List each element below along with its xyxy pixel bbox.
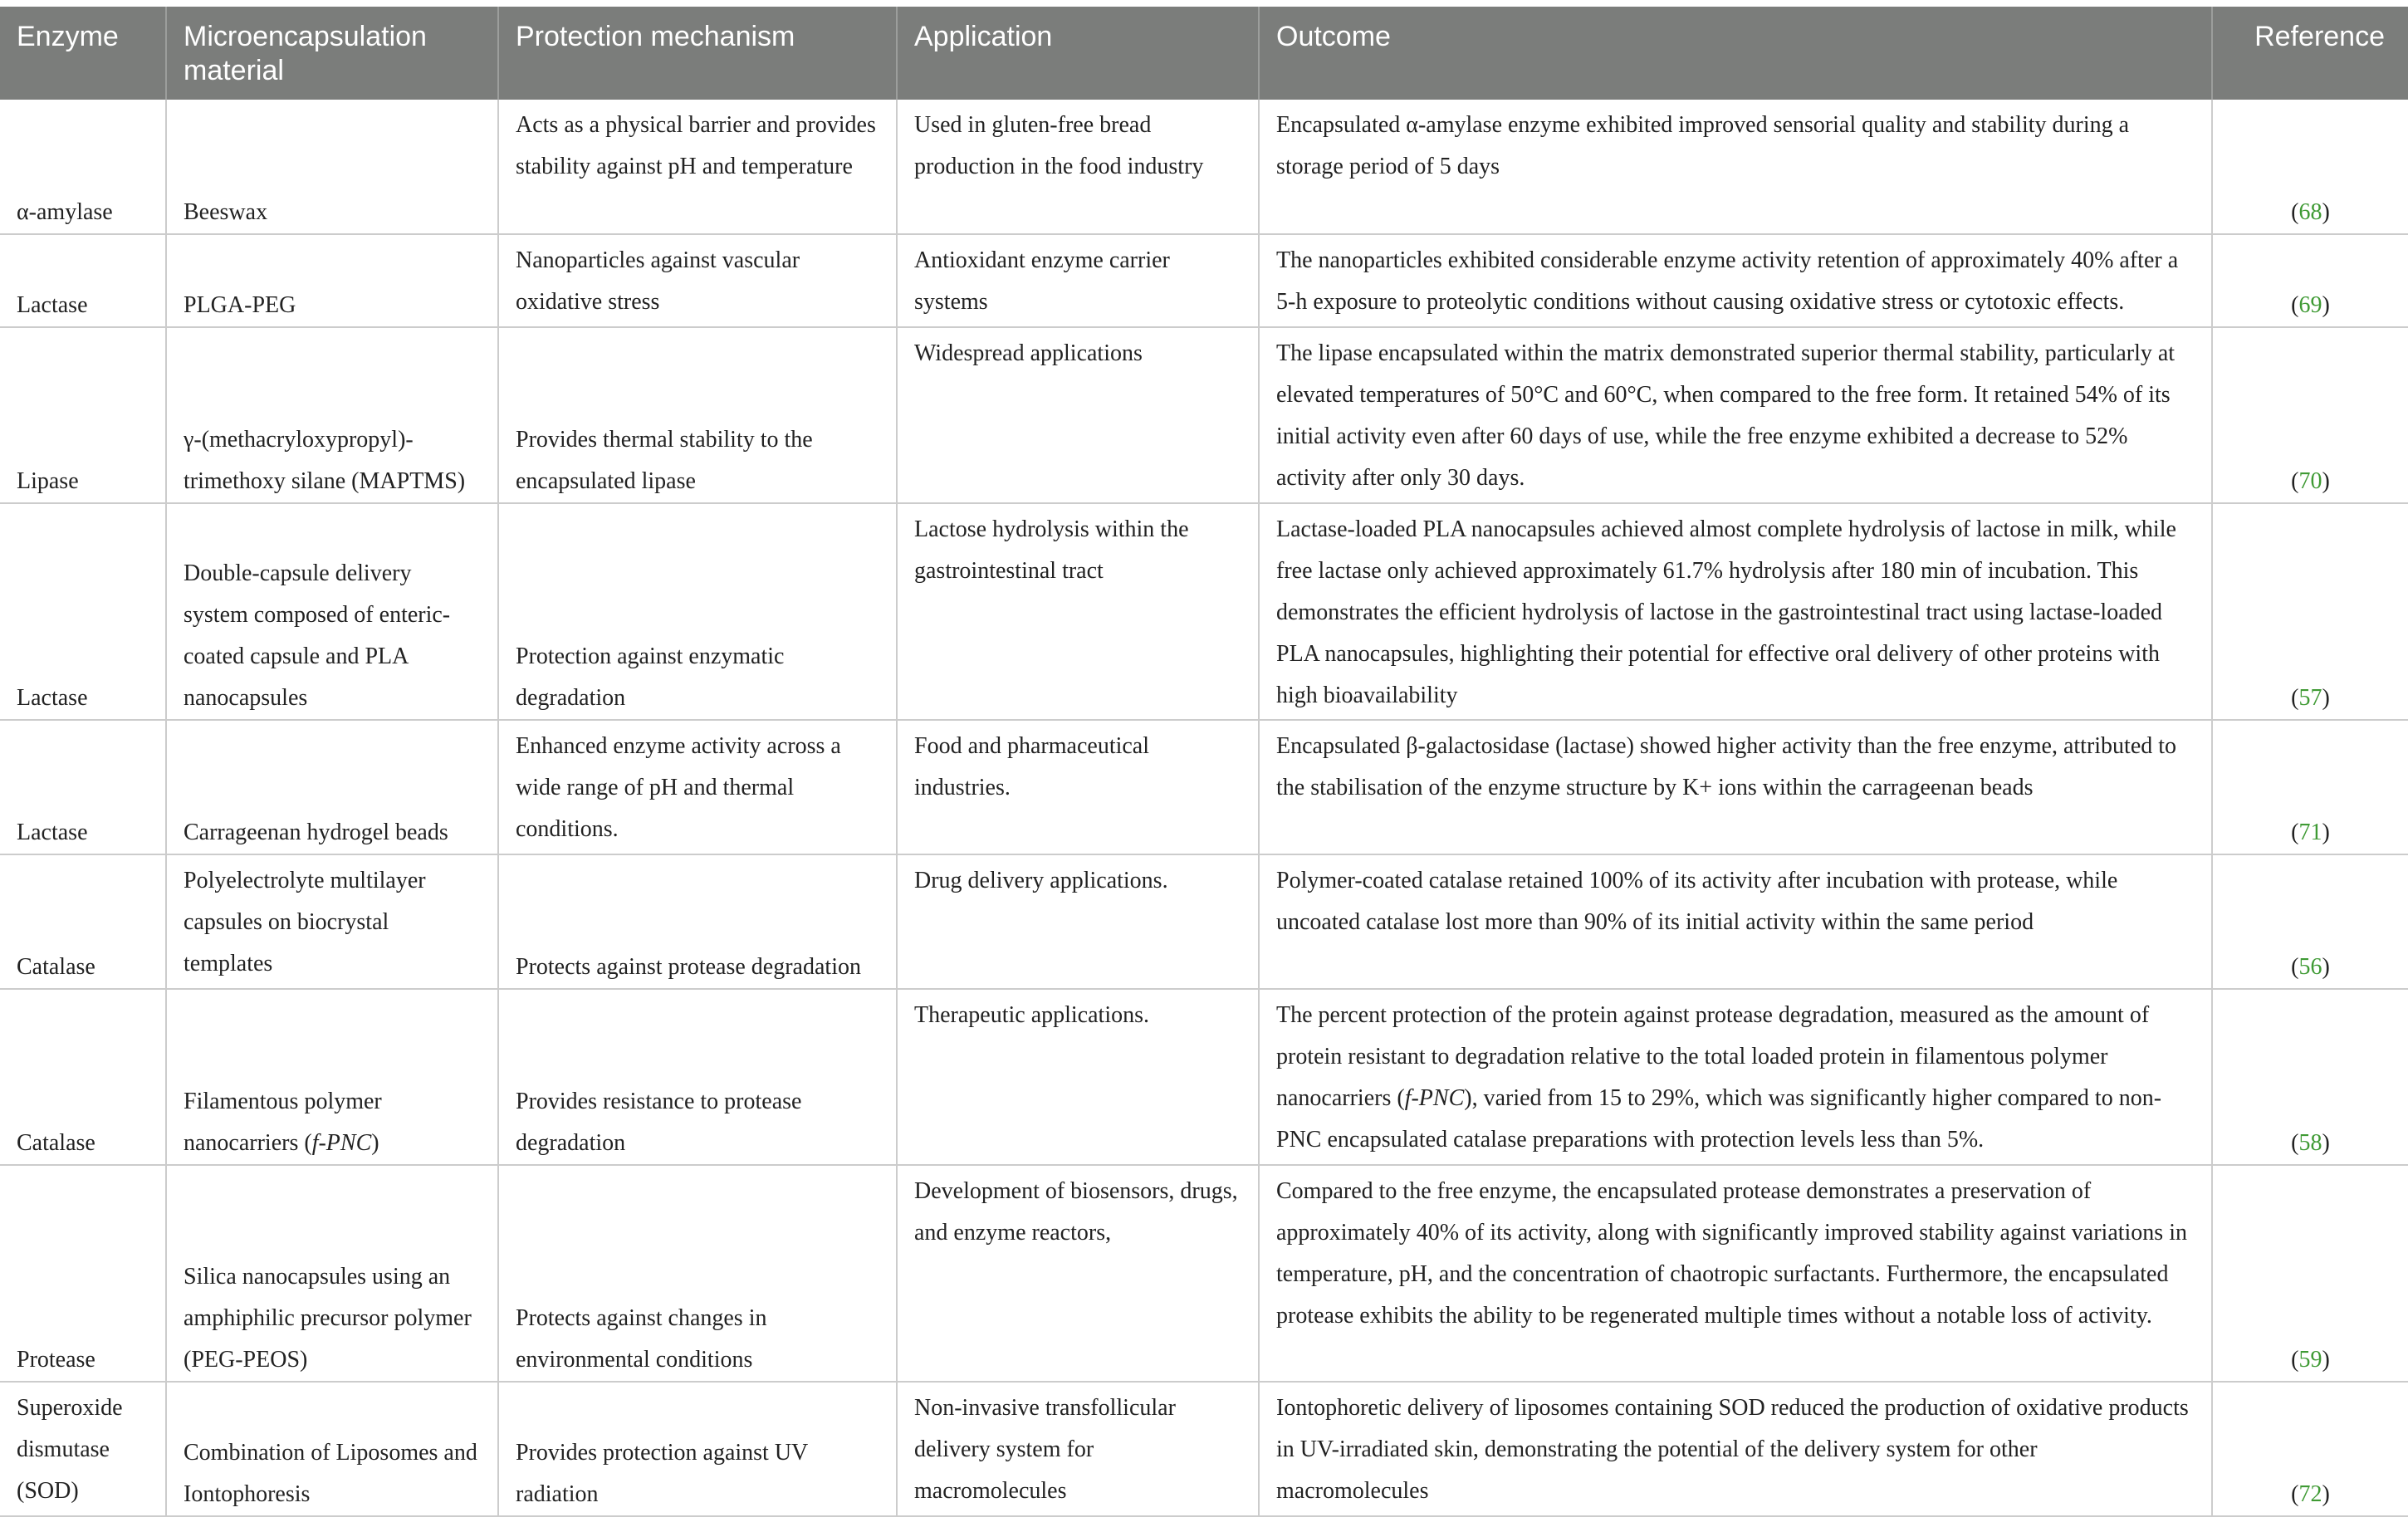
cell-outcome: Polymer-coated catalase retained 100% of its activity after incubation with protease, while uncoated catalase lost more than 90% of its initial activity within the same period	[1259, 854, 2212, 989]
cell-enzyme: Lactase	[0, 503, 166, 720]
cell-mechanism: Provides protection against UV radiation	[498, 1382, 897, 1516]
cell-enzyme: Catalase	[0, 854, 166, 989]
header-reference: Reference	[2212, 7, 2408, 100]
cell-material: γ-(methacryloxypropyl)-trimethoxy silane (MAPTMS)	[166, 327, 498, 503]
cell-outcome: Encapsulated α-amylase enzyme exhibited improved sensorial quality and stability during a storage period of 5 days	[1259, 100, 2212, 234]
header-material: Microencapsulation material	[166, 7, 498, 100]
cell-material	[166, 989, 498, 1165]
table-row	[0, 503, 2408, 720]
cell-application: Lactose hydrolysis within the gastrointestinal tract	[897, 503, 1259, 720]
cell-outcome: Iontophoretic delivery of liposomes containing SOD reduced the production of oxidative products in UV-irradiated skin, demonstrating the potential of the delivery system for other macromolecules	[1259, 1382, 2212, 1516]
cell-mechanism: Nanoparticles against vascular oxidative stress	[498, 234, 897, 327]
cell-application: Development of biosensors, drugs, and enzyme reactors,	[897, 1165, 1259, 1382]
material-text: Filamentous polymer nanocarriers (	[184, 1089, 382, 1156]
table-row	[0, 854, 2408, 989]
outcome-text-end: ), varied from 15 to 29%, which was significantly higher compared to non-PNC encapsulated catalase preparations with protection levels less than 5%.	[1276, 1085, 2162, 1153]
header-application: Application	[897, 7, 1259, 100]
cell-material: Double-capsule delivery system composed of enteric-coated capsule and PLA nanocapsules	[166, 503, 498, 720]
cell-application: Food and pharmaceutical industries.	[897, 720, 1259, 854]
table-row	[0, 100, 2408, 234]
reference-link[interactable]: 56	[2298, 954, 2322, 980]
cell-mechanism: Provides resistance to protease degradation	[498, 989, 897, 1165]
reference-link[interactable]: 68	[2298, 199, 2322, 225]
cell-enzyme: Catalase	[0, 989, 166, 1165]
cell-enzyme: Superoxide dismutase (SOD)	[0, 1382, 166, 1516]
header-mechanism: Protection mechanism	[498, 7, 897, 100]
table-row	[0, 1165, 2408, 1382]
reference-link[interactable]: 59	[2298, 1347, 2322, 1373]
outcome-italic-text: f-PNC	[1404, 1085, 1465, 1111]
cell-application: Used in gluten-free bread production in the food industry	[897, 100, 1259, 234]
cell-reference: (59)	[2212, 1165, 2408, 1382]
cell-outcome: Compared to the free enzyme, the encapsulated protease demonstrates a preservation of approximately 40% of its activity, along with significantly improved stability against variations in temperature, pH, and the concentration of chaotropic surfactants. Furthermore, the encapsulated protease exhibits the ability to be regenerated multiple times without a notable loss of activity.	[1259, 1165, 2212, 1382]
cell-reference: (71)	[2212, 720, 2408, 854]
cell-application: Antioxidant enzyme carrier systems	[897, 234, 1259, 327]
cell-mechanism: Acts as a physical barrier and provides stability against pH and temperature	[498, 100, 897, 234]
cell-material: PLGA-PEG	[166, 234, 498, 327]
enzyme-microencapsulation-table	[0, 7, 2408, 1517]
cell-material: Beeswax	[166, 100, 498, 234]
cell-reference: (69)	[2212, 234, 2408, 327]
reference-link[interactable]: 57	[2298, 685, 2322, 711]
cell-mechanism: Protection against enzymatic degradation	[498, 503, 897, 720]
material-italic-text: f-PNC	[311, 1130, 372, 1156]
cell-material: Carrageenan hydrogel beads	[166, 720, 498, 854]
cell-mechanism: Provides thermal stability to the encapsulated lipase	[498, 327, 897, 503]
outcome-text: The percent protection of the protein against protease degradation, measured as the amount of protein resistant to degradation relative to the total loaded protein in filamentous polymer nanocarriers (	[1276, 1002, 2150, 1111]
table-row	[0, 1382, 2408, 1516]
cell-outcome: The nanoparticles exhibited considerable enzyme activity retention of approximately 40% after a 5-h exposure to proteolytic conditions without causing oxidative stress or cytotoxic effects.	[1259, 234, 2212, 327]
cell-mechanism: Protects against changes in environmental conditions	[498, 1165, 897, 1382]
cell-outcome: Encapsulated β-galactosidase (lactase) showed higher activity than the free enzyme, attributed to the stabilisation of the enzyme structure by K+ ions within the carrageenan beads	[1259, 720, 2212, 854]
cell-reference: (68)	[2212, 100, 2408, 234]
table-row	[0, 720, 2408, 854]
reference-link[interactable]: 58	[2298, 1130, 2322, 1156]
cell-material: Combination of Liposomes and Iontophoresis	[166, 1382, 498, 1516]
cell-material: Silica nanocapsules using an amphiphilic precursor polymer (PEG-PEOS)	[166, 1165, 498, 1382]
cell-application: Drug delivery applications.	[897, 854, 1259, 989]
cell-reference: (57)	[2212, 503, 2408, 720]
reference-link[interactable]: 71	[2298, 820, 2322, 845]
reference-link[interactable]: 72	[2298, 1481, 2322, 1507]
cell-enzyme: Lactase	[0, 234, 166, 327]
table-row	[0, 989, 2408, 1165]
cell-enzyme: Protease	[0, 1165, 166, 1382]
cell-reference: (58)	[2212, 989, 2408, 1165]
table-header-row	[0, 7, 2408, 100]
cell-enzyme: Lipase	[0, 327, 166, 503]
material-text-end: )	[371, 1130, 379, 1156]
cell-application: Therapeutic applications.	[897, 989, 1259, 1165]
cell-enzyme: Lactase	[0, 720, 166, 854]
cell-material: Polyelectrolyte multilayer capsules on biocrystal templates	[166, 854, 498, 989]
cell-outcome: The lipase encapsulated within the matrix demonstrated superior thermal stability, particularly at elevated temperatures of 50°C and 60°C, when compared to the free form. It retained 54% of its initial activity even after 60 days of use, while the free enzyme exhibited a decrease to 52% activity after only 30 days.	[1259, 327, 2212, 503]
cell-mechanism: Protects against protease degradation	[498, 854, 897, 989]
cell-enzyme: α-amylase	[0, 100, 166, 234]
table-row	[0, 327, 2408, 503]
cell-outcome	[1259, 989, 2212, 1165]
reference-link[interactable]: 69	[2298, 292, 2322, 318]
cell-reference: (56)	[2212, 854, 2408, 989]
cell-mechanism: Enhanced enzyme activity across a wide range of pH and thermal conditions.	[498, 720, 897, 854]
table-row	[0, 234, 2408, 327]
cell-application: Non-invasive transfollicular delivery system for macromolecules	[897, 1382, 1259, 1516]
cell-outcome: Lactase-loaded PLA nanocapsules achieved almost complete hydrolysis of lactose in milk, while free lactase only achieved approximately 61.7% hydrolysis after 180 min of incubation. This demonstrates the efficient hydrolysis of lactose in the gastrointestinal tract using lactase-loaded PLA nanocapsules, highlighting their potential for effective oral delivery of other proteins with high bioavailability	[1259, 503, 2212, 720]
cell-reference: (70)	[2212, 327, 2408, 503]
header-enzyme: Enzyme	[0, 7, 166, 100]
cell-application: Widespread applications	[897, 327, 1259, 503]
header-outcome: Outcome	[1259, 7, 2212, 100]
cell-reference: (72)	[2212, 1382, 2408, 1516]
reference-link[interactable]: 70	[2298, 468, 2322, 494]
